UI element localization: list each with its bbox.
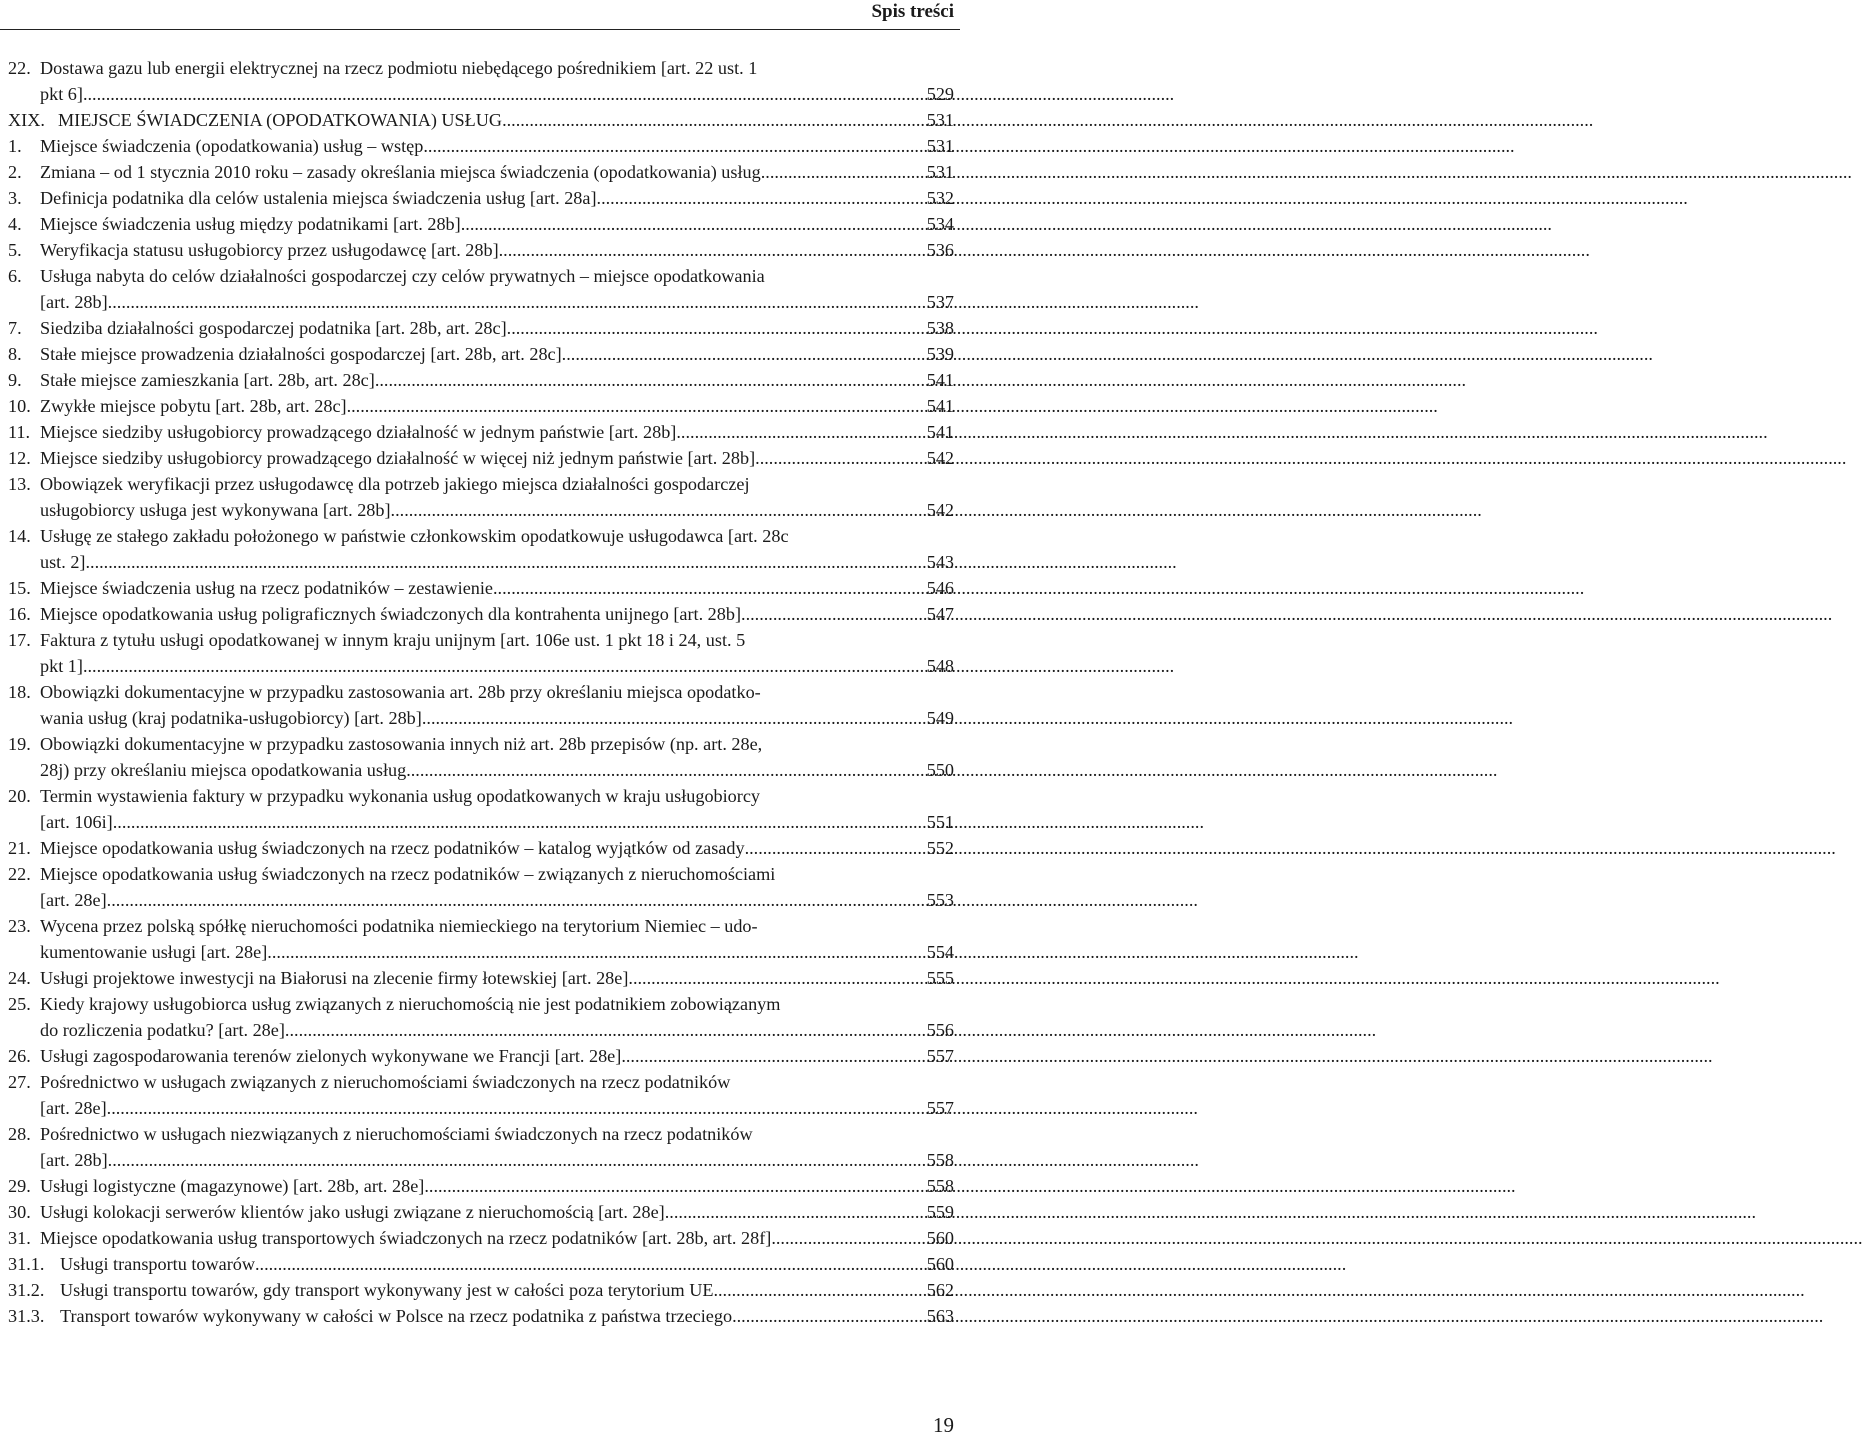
- header-rule: [0, 29, 960, 30]
- toc-entry-page: 543: [926, 552, 954, 572]
- toc-entry-title: Siedziba działalności gospodarczej podatnika [art. 28b, art. 28c]: [40, 318, 507, 338]
- toc-entry[interactable]: [8, 601, 954, 627]
- dot-leader: [713, 1277, 922, 1303]
- toc-entry-title: [art. 106i]: [40, 812, 113, 832]
- dot-leader: [761, 159, 923, 185]
- toc-entry-title: Dostawa gazu lub energii elektrycznej na rzecz podmiotu niebędącego pośrednikiem [art. 22 ust. 1: [40, 58, 758, 78]
- dot-leader: [83, 81, 923, 107]
- toc-entry-page: 542: [926, 500, 954, 520]
- toc-entry[interactable]: [8, 445, 954, 471]
- toc-entry[interactable]: [8, 419, 954, 445]
- toc-entry-number: 1.: [8, 136, 22, 156]
- toc-entry-page: 558: [926, 1176, 954, 1196]
- toc-entry-number: 8.: [8, 344, 22, 364]
- toc-entry-page: 557: [926, 1098, 954, 1118]
- toc-entry-number: 19.: [8, 734, 31, 754]
- toc-entry-title: Wycena przez polską spółkę nieruchomości podatnika niemieckiego na terytorium Niemiec – udo-: [40, 916, 758, 936]
- toc-entry-number: XIX.: [8, 110, 45, 130]
- toc-entry-title: Miejsce siedziby usługobiorcy prowadzącego działalność w więcej niż jednym państwie [art. 28b]: [40, 448, 756, 468]
- toc-entry[interactable]: [8, 237, 954, 263]
- toc-entry-page: 531: [926, 162, 954, 182]
- toc-entry-page: 560: [926, 1228, 954, 1248]
- dot-leader: [424, 1173, 922, 1199]
- dot-leader: [391, 497, 923, 523]
- toc-entry-page: 546: [926, 578, 954, 598]
- toc-entry-number: 31.1.: [8, 1254, 45, 1274]
- toc-entry-title: Stałe miejsce prowadzenia działalności gospodarczej [art. 28b, art. 28c]: [40, 344, 562, 364]
- page-header: [0, 0, 960, 32]
- toc-entry[interactable]: [8, 1199, 954, 1225]
- toc-entry-title: kumentowanie usługi [art. 28e]: [40, 942, 268, 962]
- toc-entry[interactable]: [8, 1251, 954, 1277]
- toc-entry-page: 549: [926, 708, 954, 728]
- toc-entry-title: [art. 28b]: [40, 1150, 108, 1170]
- toc-entry-number: 31.3.: [8, 1306, 45, 1326]
- toc-entry[interactable]: [8, 159, 954, 185]
- toc-entry-title: [art. 28b]: [40, 292, 108, 312]
- toc-entry-number: 26.: [8, 1046, 31, 1066]
- toc-entry[interactable]: [8, 1173, 954, 1199]
- dot-leader: [267, 939, 922, 965]
- toc-entry[interactable]: [8, 991, 954, 1043]
- dot-leader: [597, 185, 923, 211]
- dot-leader: [406, 757, 923, 783]
- toc-entry-number: 31.2.: [8, 1280, 45, 1300]
- toc-entry[interactable]: [8, 55, 954, 107]
- toc-entry-number: 17.: [8, 630, 31, 650]
- toc-entry-title: Transport towarów wykonywany w całości w Polsce na rzecz podatnika z państwa trzeciego: [60, 1306, 733, 1326]
- toc-entry-title: do rozliczenia podatku? [art. 28e]: [40, 1020, 285, 1040]
- toc-entry[interactable]: [8, 1277, 954, 1303]
- toc-entry-number: 22.: [8, 58, 31, 78]
- table-of-contents: [8, 55, 954, 1329]
- toc-entry[interactable]: [8, 1043, 954, 1069]
- toc-entry-number: 22.: [8, 864, 31, 884]
- toc-entry-page: 531: [926, 136, 954, 156]
- dot-leader: [562, 341, 923, 367]
- toc-entry[interactable]: [8, 133, 954, 159]
- toc-entry-number: 2.: [8, 162, 22, 182]
- toc-entry-page: 547: [926, 604, 954, 624]
- toc-entry[interactable]: [8, 679, 954, 731]
- toc-entry-number: 11.: [8, 422, 31, 442]
- toc-entry[interactable]: [8, 835, 954, 861]
- toc-entry-page: 551: [926, 812, 954, 832]
- toc-entry-number: 7.: [8, 318, 22, 338]
- dot-leader: [108, 289, 923, 315]
- toc-entry-title: Miejsce opodatkowania usług świadczonych na rzecz podatników – katalog wyjątków od zasady: [40, 838, 745, 858]
- toc-entry-title: Usługi kolokacji serwerów klientów jako usługi związane z nieruchomością [art. 28e]: [40, 1202, 665, 1222]
- dot-leader: [85, 549, 922, 575]
- toc-entry-title: Stałe miejsce zamieszkania [art. 28b, art. 28c]: [40, 370, 375, 390]
- toc-entry[interactable]: [8, 315, 954, 341]
- toc-entry-page: 563: [926, 1306, 954, 1326]
- toc-entry-title: Miejsce siedziby usługobiorcy prowadzącego działalność w jednym państwie [art. 28b]: [40, 422, 677, 442]
- toc-entry-number: 18.: [8, 682, 31, 702]
- dot-leader: [461, 211, 923, 237]
- toc-entry-page: 558: [926, 1150, 954, 1170]
- toc-entry[interactable]: [8, 185, 954, 211]
- toc-entry-title: Miejsce świadczenia usług na rzecz podatników – zestawienie: [40, 578, 493, 598]
- toc-entry-title: MIEJSCE ŚWIADCZENIA (OPODATKOWANIA) USŁUG: [58, 110, 503, 130]
- toc-entry-number: 21.: [8, 838, 31, 858]
- toc-entry-title: Miejsce opodatkowania usług świadczonych na rzecz podatników – związanych z nieruchomościami: [40, 864, 776, 884]
- toc-entry-number: 15.: [8, 578, 31, 598]
- dot-leader: [499, 237, 923, 263]
- toc-entry[interactable]: [8, 523, 954, 575]
- toc-entry-title: Zmiana – od 1 stycznia 2010 roku – zasady określania miejsca świadczenia (opodatkowania) usług: [40, 162, 761, 182]
- dot-leader: [741, 601, 923, 627]
- toc-entry[interactable]: [8, 1303, 954, 1329]
- toc-entry[interactable]: [8, 263, 954, 315]
- toc-entry-page: 531: [926, 110, 954, 130]
- toc-entry-title: Usługi projektowe inwestycji na Białorusi na zlecenie firmy łotewskiej [art. 28e]: [40, 968, 629, 988]
- toc-entry[interactable]: [8, 471, 954, 523]
- dot-leader: [732, 1303, 923, 1329]
- toc-entry-title: Obowiązki dokumentacyjne w przypadku zastosowania innych niż art. 28b przepisów (np. art. 28e,: [40, 734, 763, 754]
- toc-entry-page: 550: [926, 760, 954, 780]
- toc-entry-number: 28.: [8, 1124, 31, 1144]
- page-number: 19: [933, 1413, 954, 1437]
- toc-entry-number: 25.: [8, 994, 31, 1014]
- toc-entry[interactable]: [8, 575, 954, 601]
- toc-entry-page: 559: [926, 1202, 954, 1222]
- toc-entry-title: [art. 28e]: [40, 890, 107, 910]
- toc-entry-number: 12.: [8, 448, 31, 468]
- toc-entry-title: usługobiorcy usługa jest wykonywana [art. 28b]: [40, 500, 391, 520]
- toc-entry-title: Kiedy krajowy usługobiorca usług związanych z nieruchomością nie jest podatnikiem zobowiązanym: [40, 994, 781, 1014]
- toc-entry-page: 560: [926, 1254, 954, 1274]
- dot-leader: [108, 1147, 923, 1173]
- toc-entry[interactable]: [8, 1069, 954, 1121]
- dot-leader: [665, 1199, 923, 1225]
- dot-leader: [113, 809, 923, 835]
- dot-leader: [375, 367, 923, 393]
- toc-entry-title: Usługi transportu towarów: [60, 1254, 255, 1274]
- toc-entry[interactable]: [8, 783, 954, 835]
- toc-entry-page: 541: [926, 396, 954, 416]
- dot-leader: [423, 133, 922, 159]
- toc-entry[interactable]: [8, 393, 954, 419]
- toc-entry-title: Pośrednictwo w usługach związanych z nieruchomościami świadczonych na rzecz podatników: [40, 1072, 731, 1092]
- toc-entry-page: 554: [926, 942, 954, 962]
- toc-entry-title: Usługi logistyczne (magazynowe) [art. 28b, art. 28e]: [40, 1176, 425, 1196]
- toc-entry-title: Usługi transportu towarów, gdy transport wykonywany jest w całości poza terytorium UE: [60, 1280, 714, 1300]
- toc-entry-title: pkt 1]: [40, 656, 83, 676]
- toc-entry-title: Usługi zagospodarowania terenów zielonych wykonywane we Francji [art. 28e]: [40, 1046, 622, 1066]
- toc-entry-page: 534: [926, 214, 954, 234]
- toc-entry-title: Miejsce świadczenia (opodatkowania) usług – wstęp: [40, 136, 424, 156]
- toc-entry-title: Usługę ze stałego zakładu położonego w państwie członkowskim opodatkowuje usługodawca [art. 28c: [40, 526, 789, 546]
- toc-entry-page: 541: [926, 370, 954, 390]
- dot-leader: [83, 653, 923, 679]
- toc-entry-title: wania usług (kraj podatnika-usługobiorcy) [art. 28b]: [40, 708, 422, 728]
- toc-entry-title: Weryfikacja statusu usługobiorcy przez usługodawcę [art. 28b]: [40, 240, 499, 260]
- toc-entry-title: Miejsce opodatkowania usług transportowych świadczonych na rzecz podatników [art. 28b, art. 28f]: [40, 1228, 772, 1248]
- toc-entry[interactable]: [8, 341, 954, 367]
- toc-entry-page: 548: [926, 656, 954, 676]
- toc-entry[interactable]: [8, 731, 954, 783]
- toc-entry-number: 4.: [8, 214, 22, 234]
- toc-entry[interactable]: [8, 211, 954, 237]
- toc-entry[interactable]: [8, 965, 954, 991]
- dot-leader: [107, 887, 923, 913]
- toc-entry-number: 27.: [8, 1072, 31, 1092]
- dot-leader: [771, 1225, 922, 1251]
- dot-leader: [676, 419, 922, 445]
- toc-entry-page: 557: [926, 1046, 954, 1066]
- toc-entry-number: 30.: [8, 1202, 31, 1222]
- toc-entry-page: 542: [926, 448, 954, 468]
- toc-entry[interactable]: [8, 1121, 954, 1173]
- toc-entry-page: 529: [926, 84, 954, 104]
- toc-entry-page: 539: [926, 344, 954, 364]
- toc-entry-number: 29.: [8, 1176, 31, 1196]
- toc-entry-number: 23.: [8, 916, 31, 936]
- dot-leader: [755, 445, 923, 471]
- toc-entry-number: 10.: [8, 396, 31, 416]
- toc-entry-page: 538: [926, 318, 954, 338]
- toc-entry-page: 541: [926, 422, 954, 442]
- toc-entry-number: 9.: [8, 370, 22, 390]
- toc-entry-number: 16.: [8, 604, 31, 624]
- dot-leader: [107, 1095, 923, 1121]
- toc-entry[interactable]: [8, 861, 954, 913]
- toc-entry-title: Miejsce świadczenia usług między podatnikami [art. 28b]: [40, 214, 461, 234]
- toc-entry[interactable]: [8, 367, 954, 393]
- toc-entry-page: 556: [926, 1020, 954, 1040]
- toc-entry[interactable]: [8, 627, 954, 679]
- toc-entry-page: 555: [926, 968, 954, 988]
- dot-leader: [507, 315, 923, 341]
- toc-entry-title: 28j) przy określaniu miejsca opodatkowania usług: [40, 760, 407, 780]
- dot-leader: [502, 107, 923, 133]
- toc-entry-title: Obowiązek weryfikacji przez usługodawcę dla potrzeb jakiego miejsca działalności gospodarczej: [40, 474, 750, 494]
- toc-entry-title: [art. 28e]: [40, 1098, 107, 1118]
- toc-entry-page: 552: [926, 838, 954, 858]
- toc-entry[interactable]: [8, 107, 954, 133]
- dot-leader: [493, 575, 923, 601]
- toc-entry-number: 3.: [8, 188, 22, 208]
- toc-entry-title: Miejsce opodatkowania usług poligraficznych świadczonych dla kontrahenta unijnego [art. 28b]: [40, 604, 742, 624]
- toc-entry-title: Definicja podatnika dla celów ustalenia miejsca świadczenia usług [art. 28a]: [40, 188, 597, 208]
- toc-entry-title: Usługa nabyta do celów działalności gospodarczej czy celów prywatnych – miejsce opodatkowania: [40, 266, 765, 286]
- toc-entry-title: pkt 6]: [40, 84, 83, 104]
- toc-entry-number: 31.: [8, 1228, 31, 1248]
- toc-entry-number: 6.: [8, 266, 22, 286]
- toc-entry-title: Zwykłe miejsce pobytu [art. 28b, art. 28c]: [40, 396, 347, 416]
- toc-entry-number: 13.: [8, 474, 31, 494]
- toc-entry-number: 14.: [8, 526, 31, 546]
- toc-entry-title: ust. 2]: [40, 552, 86, 572]
- toc-entry-page: 562: [926, 1280, 954, 1300]
- dot-leader: [347, 393, 923, 419]
- dot-leader: [745, 835, 923, 861]
- toc-entry-number: 20.: [8, 786, 31, 806]
- toc-entry-number: 24.: [8, 968, 31, 988]
- toc-entry-title: Faktura z tytułu usługi opodatkowanej w innym kraju unijnym [art. 106e ust. 1 pkt 18 i 24, ust. 5: [40, 630, 746, 650]
- toc-entry-page: 536: [926, 240, 954, 260]
- dot-leader: [285, 1017, 923, 1043]
- toc-entry-page: 553: [926, 890, 954, 910]
- toc-entry-page: 537: [926, 292, 954, 312]
- dot-leader: [621, 1043, 922, 1069]
- toc-entry[interactable]: [8, 913, 954, 965]
- toc-entry-title: Pośrednictwo w usługach niezwiązanych z nieruchomościami świadczonych na rzecz podatników: [40, 1124, 753, 1144]
- header-title: Spis treści: [871, 1, 954, 22]
- dot-leader: [255, 1251, 923, 1277]
- toc-entry-title: Obowiązki dokumentacyjne w przypadku zastosowania art. 28b przy określaniu miejsca opodatko-: [40, 682, 761, 702]
- dot-leader: [628, 965, 922, 991]
- toc-entry-number: 5.: [8, 240, 22, 260]
- dot-leader: [422, 705, 923, 731]
- toc-entry-page: 532: [926, 188, 954, 208]
- toc-entry[interactable]: [8, 1225, 954, 1251]
- toc-entry-title: Termin wystawienia faktury w przypadku wykonania usług opodatkowanych w kraju usługobiorcy: [40, 786, 760, 806]
